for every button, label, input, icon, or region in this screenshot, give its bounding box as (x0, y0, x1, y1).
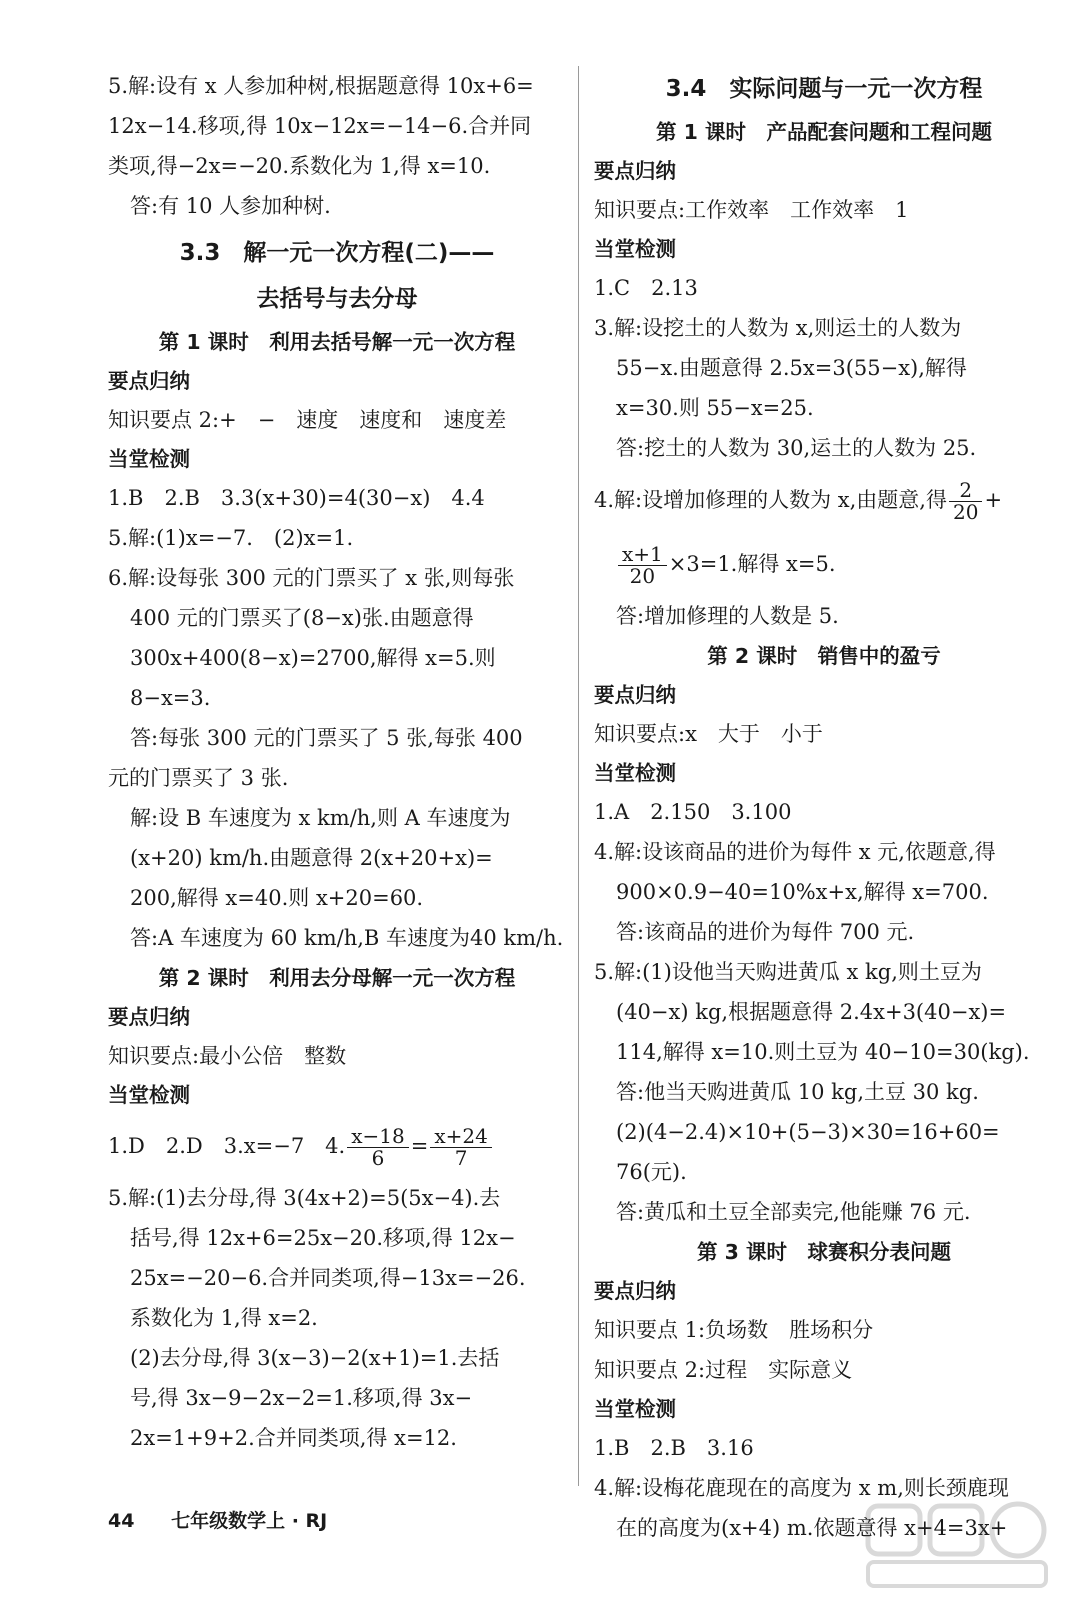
answer-line: 答:他当天购进黄瓜 10 kg,土豆 30 kg. (616, 1080, 979, 1104)
summary-line: 知识要点 2:+ − 速度 速度和 速度差 (108, 408, 507, 432)
fraction-numerator: 2 (949, 480, 982, 502)
subheading-summary: 要点归纳 (108, 1005, 190, 1029)
subheading-check: 当堂检测 (108, 447, 190, 471)
fraction-denominator: 6 (371, 1146, 385, 1170)
text-line: 5.解:(1)设他当天购进黄瓜 x kg,则土豆为 (594, 960, 982, 984)
text-line: 200,解得 x=40.则 x+20=60. (130, 886, 424, 910)
lesson-title: 第 1 课时 利用去括号解一元一次方程 (158, 330, 516, 354)
text-line: 5.解:(1)x=−7. (2)x=1. (108, 526, 354, 550)
text-line: 900×0.9−40=10%x+x,解得 x=700. (616, 880, 989, 904)
text-line: 括号,得 12x+6=25x−20.移项,得 12x− (130, 1226, 516, 1250)
fraction-numerator: x+1 (618, 544, 667, 566)
text-line: 1.C 2.13 (594, 276, 698, 300)
text-line: 5.解:设有 x 人参加种树,根据题意得 10x+6= (108, 74, 534, 98)
subheading-summary: 要点归纳 (594, 159, 676, 183)
text-line: 300x+400(8−x)=2700,解得 x=5.则 (130, 646, 496, 670)
fraction (430, 1126, 492, 1169)
answer-line: 答:增加修理的人数是 5. (616, 604, 839, 628)
subheading-check: 当堂检测 (108, 1083, 190, 1107)
text-line: 1.A 2.150 3.100 (594, 800, 792, 824)
text-line: 2x=1+9+2.合并同类项,得 x=12. (130, 1426, 457, 1450)
summary-line: 知识要点 1:负场数 胜场积分 (594, 1318, 874, 1342)
fraction-denominator: 20 (629, 564, 656, 588)
text-line: 系数化为 1,得 x=2. (130, 1306, 318, 1330)
text-line: 元的门票买了 3 张. (108, 766, 289, 790)
fraction-denominator: 7 (454, 1146, 468, 1170)
equals-sign: = (410, 1134, 429, 1158)
fraction-denominator: 20 (952, 500, 979, 524)
text-line: 4.解:设梅花鹿现在的高度为 x m,则长颈鹿现 (594, 1476, 1009, 1500)
fraction-line (108, 1114, 566, 1178)
text-line: 55−x.由题意得 2.5x=3(55−x),解得 (616, 356, 967, 380)
answer-line: 答:该商品的进价为每件 700 元. (616, 920, 915, 944)
fraction-line (594, 532, 1054, 596)
summary-line: 知识要点 2:过程 实际意义 (594, 1358, 853, 1382)
fraction-numerator: x−18 (347, 1126, 409, 1148)
fraction (347, 1126, 409, 1169)
watermark-logo-icon (862, 1500, 1052, 1592)
subheading-summary: 要点归纳 (108, 369, 190, 393)
text-line: (2)(4−2.4)×10+(5−3)×30=16+60= (616, 1120, 1000, 1144)
text-line: 5.解:(1)去分母,得 3(4x+2)=5(5x−4).去 (108, 1186, 501, 1210)
summary-line: 知识要点:x 大于 小于 (594, 722, 823, 746)
column-divider (578, 66, 579, 1486)
book-title: 七年级数学上 · RJ (171, 1510, 328, 1532)
section-title: 3.3 解一元一次方程(二)—— (179, 240, 495, 266)
answer-line: 答:有 10 人参加种树. (130, 194, 331, 218)
text-line: 解:设 B 车速度为 x km/h,则 A 车速度为 (130, 806, 511, 830)
subheading-check: 当堂检测 (594, 1397, 676, 1421)
text-line: 3.解:设挖土的人数为 x,则运土的人数为 (594, 316, 962, 340)
text-line: (x+20) km/h.由题意得 2(x+20+x)= (130, 846, 493, 870)
subheading-summary: 要点归纳 (594, 683, 676, 707)
text-line: 6.解:设每张 300 元的门票买了 x 张,则每张 (108, 566, 515, 590)
section-title: 3.4 实际问题与一元一次方程 (665, 76, 983, 102)
answer-line: 答:A 车速度为 60 km/h,B 车速度为40 km/h. (130, 926, 564, 950)
section-title-cont: 去括号与去分母 (256, 286, 418, 312)
text-line: 1.B 2.B 3.16 (594, 1436, 754, 1460)
text-line: 400 元的门票买了(8−x)张.由题意得 (130, 606, 474, 630)
text-fragment: 4.解:设增加修理的人数为 x,由题意,得 (594, 488, 947, 512)
left-column (108, 66, 566, 1458)
plus-sign: + (984, 488, 1003, 512)
right-column (594, 66, 1054, 1548)
answer-line: 答:黄瓜和土豆全部卖完,他能赚 76 元. (616, 1200, 971, 1224)
text-line: 25x=−20−6.合并同类项,得−13x=−26. (130, 1266, 526, 1290)
summary-line: 知识要点:最小公倍 整数 (108, 1044, 347, 1068)
text-line: (2)去分母,得 3(x−3)−2(x+1)=1.去括 (130, 1346, 500, 1370)
text-line: 1.B 2.B 3.3(x+30)=4(30−x) 4.4 (108, 486, 485, 510)
answer-line: 答:每张 300 元的门票买了 5 张,每张 400 (130, 726, 523, 750)
text-line: 114,解得 x=10.则土豆为 40−10=30(kg). (616, 1040, 1030, 1064)
lesson-title: 第 3 课时 球赛积分表问题 (696, 1240, 952, 1264)
text-line: 类项,得−2x=−20.系数化为 1,得 x=10. (108, 154, 491, 178)
lesson-title: 第 1 课时 产品配套问题和工程问题 (655, 120, 993, 144)
text-line: 4.解:设该商品的进价为每件 x 元,依题意,得 (594, 840, 996, 864)
summary-line: 知识要点:工作效率 工作效率 1 (594, 198, 909, 222)
page-footer (108, 1506, 327, 1533)
lesson-title: 第 2 课时 销售中的盈亏 (707, 644, 941, 668)
subheading-check: 当堂检测 (594, 237, 676, 261)
text-line: 76(元). (616, 1160, 687, 1184)
text-line: 8−x=3. (130, 686, 211, 710)
fraction (949, 480, 982, 523)
text-line: (40−x) kg,根据题意得 2.4x+3(40−x)= (616, 1000, 1007, 1024)
text-fragment: 1.D 2.D 3.x=−7 4. (108, 1134, 346, 1158)
lesson-title: 第 2 课时 利用去分母解一元一次方程 (158, 966, 516, 990)
text-line: 号,得 3x−9−2x−2=1.移项,得 3x− (130, 1386, 473, 1410)
text-line: 12x−14.移项,得 10x−12x=−14−6.合并同 (108, 114, 532, 138)
fraction-numerator: x+24 (430, 1126, 492, 1148)
text-line: 在的高度为(x+4) m.依题意得 x+4=3x+ (616, 1516, 1008, 1540)
text-fragment: ×3=1.解得 x=5. (668, 552, 836, 576)
subheading-summary: 要点归纳 (594, 1279, 676, 1303)
fraction-line (594, 468, 1054, 532)
answer-line: 答:挖土的人数为 30,运土的人数为 25. (616, 436, 977, 460)
fraction (618, 544, 667, 587)
subheading-check: 当堂检测 (594, 761, 676, 785)
text-line: x=30.则 55−x=25. (616, 396, 814, 420)
page-number: 44 (108, 1510, 135, 1532)
